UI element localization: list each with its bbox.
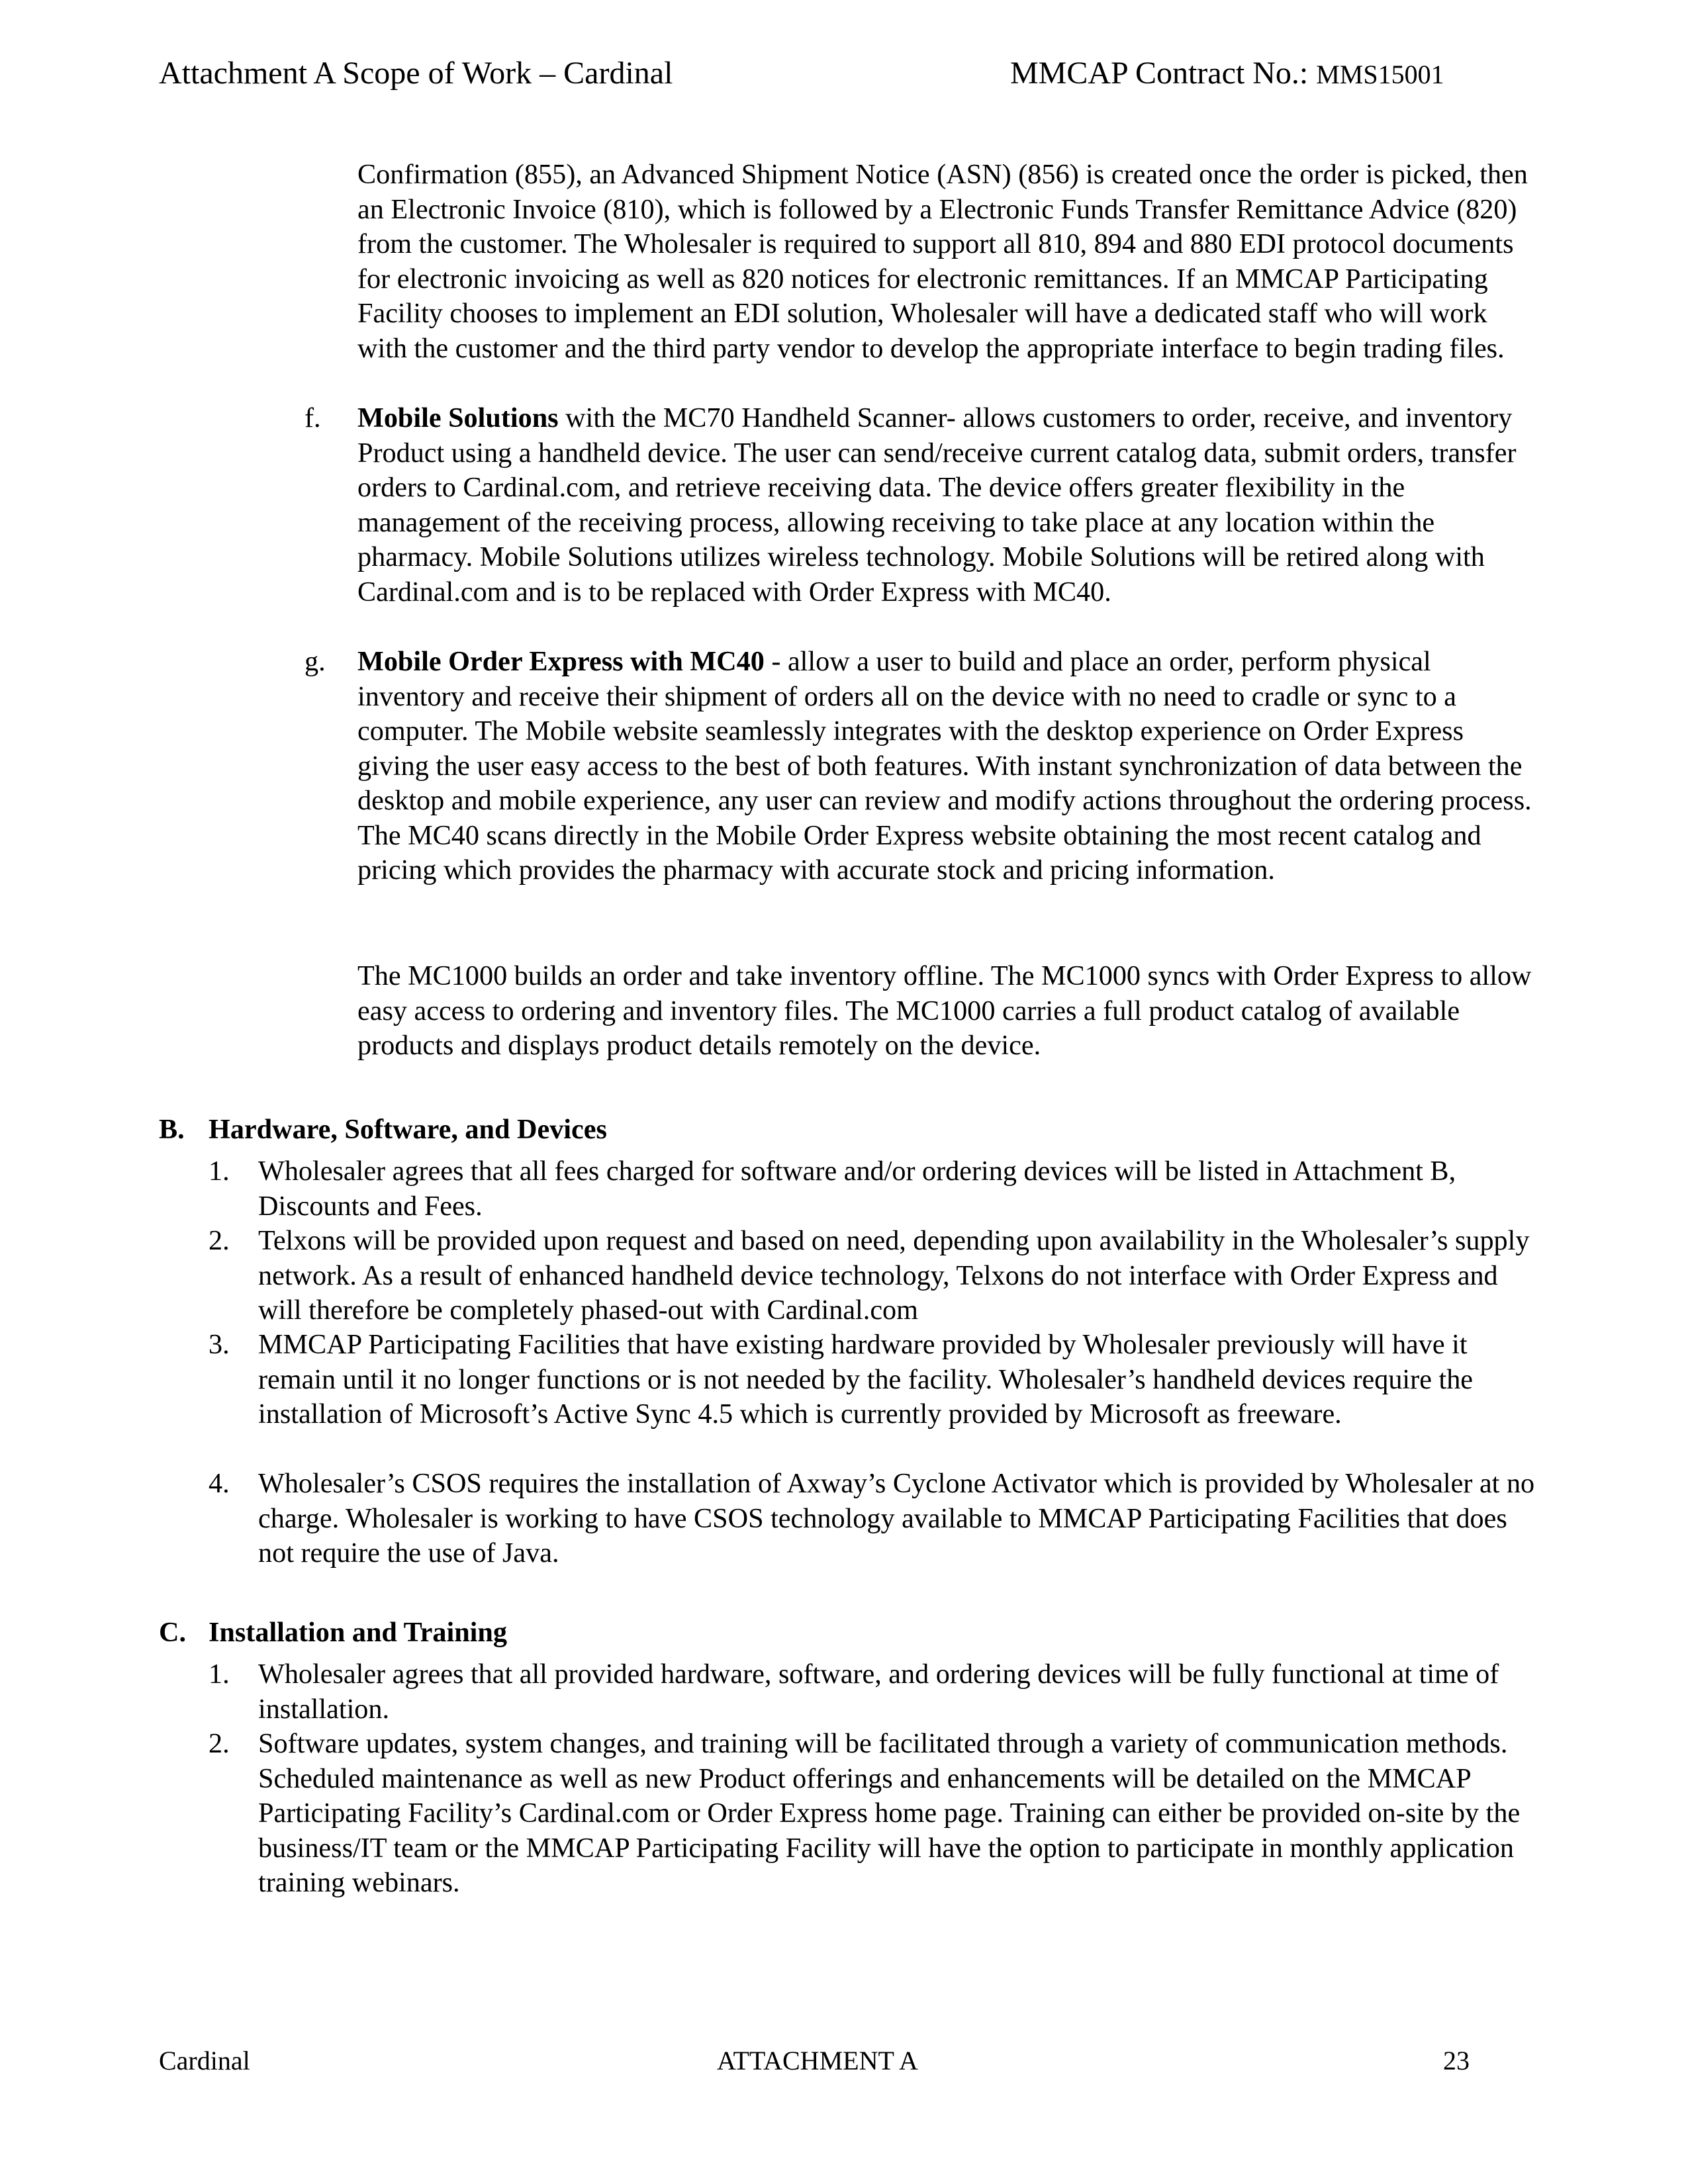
header-title: Attachment A Scope of Work – Cardinal: [159, 56, 673, 91]
item-text: with the MC70 Handheld Scanner- allows customers to order, receive, and inventory Product using a handheld device. The user can send/receive current catalog data, submit orders, transfer orders to Cardinal.com, and retrieve receiving data. The device offers greater flexibility in the management of the receiving process, allowing receiving to take place at any location within the pharmacy. Mobile Solutions utilizes wireless technology. Mobile Solutions will be retired along with Cardinal.com and is to be replaced with Order Express with MC40.: [357, 402, 1517, 608]
item-title: Mobile Order Express with MC40: [357, 646, 765, 677]
item-number: 1.: [209, 1659, 230, 1690]
section-heading-installation: [159, 1615, 507, 1651]
item-text: MMCAP Participating Facilities that have existing hardware provided by Wholesaler previously will have it remain until it no longer functions or is not needed by the facility. Wholesaler’s handheld devices require the installation of Microsoft’s Active Sync 4.5 which is currently provided by Microsoft as freeware.: [258, 1329, 1474, 1430]
list-item: [209, 1154, 1536, 1224]
mc1000-paragraph: The MC1000 builds an order and take inventory offline. The MC1000 syncs with Order Express to allow easy access to ordering and inventory files. The MC1000 carries a full product catalog of available products and displays product details remotely on the device.: [357, 960, 1532, 1061]
list-item: [209, 1328, 1536, 1432]
section-letter: C.: [159, 1617, 187, 1648]
edi-continuation-paragraph: Confirmation (855), an Advanced Shipment Notice (ASN) (856) is created once the order is picked, then an Electronic Invoice (810), which is followed by a Electronic Funds Transfer Remittance Advice (820) from the customer. The Wholesaler is required to support all 810, 894 and 880 EDI protocol documents for electronic invoicing as well as 820 notices for electronic remittances. If an MMCAP Participating Facility chooses to implement an EDI solution, Wholesaler will have a dedicated staff who will work with the customer and the third party vendor to develop the appropriate interface to begin trading files.: [357, 159, 1528, 364]
contract-number: MMS15001: [1316, 60, 1444, 89]
section-title: Installation and Training: [209, 1617, 507, 1648]
item-text: Software updates, system changes, and training will be facilitated through a variety of communication methods. Scheduled maintenance as well as new Product offerings and enhancements will be detailed on the MMCAP Participating Facility’s Cardinal.com or Order Express home page. Training can either be provided on-site by the business/IT team or the MMCAP Participating Facility will have the option to participate in monthly application training webinars.: [258, 1728, 1521, 1898]
item-text: Wholesaler agrees that all fees charged for software and/or ordering devices will be listed in Attachment B, Discounts and Fees.: [258, 1156, 1456, 1222]
list-item: [209, 1727, 1536, 1901]
item-number: 4.: [209, 1468, 230, 1499]
item-text: Telxons will be provided upon request and based on need, depending upon availability in the Wholesaler’s supply network. As a result of enhanced handheld device technology, Telxons do not interface with Order Express and will therefore be completely phased-out with Cardinal.com: [258, 1225, 1530, 1326]
list-item: [209, 1224, 1536, 1328]
list-marker: g.: [305, 646, 326, 677]
list-item-mobile-order-express: [305, 645, 1536, 888]
list-item: [209, 1467, 1536, 1571]
item-number: 3.: [209, 1329, 230, 1360]
list-marker: f.: [305, 402, 321, 433]
item-number: 2.: [209, 1225, 230, 1256]
item-number: 1.: [209, 1156, 230, 1187]
item-number: 2.: [209, 1728, 230, 1759]
contract-label: MMCAP Contract No.:: [1010, 56, 1309, 91]
footer-company: Cardinal: [159, 2046, 250, 2075]
footer-attachment: ATTACHMENT A: [717, 2046, 918, 2075]
item-text: Wholesaler’s CSOS requires the installation of Axway’s Cyclone Activator which is provided by Wholesaler at no charge. Wholesaler is working to have CSOS technology available to MMCAP Participating Facilities that does not require the use of Java.: [258, 1468, 1535, 1569]
section-letter: B.: [159, 1114, 185, 1145]
list-item: [209, 1657, 1536, 1727]
item-text: - allow a user to build and place an order, perform physical inventory and receive their shipment of orders all on the device with no need to cradle or sync to a computer. The Mobile website seamlessly integrates with the desktop experience on Order Express giving the user easy access to the best of both features. With instant synchronization of data between the desktop and mobile experience, any user can review and modify actions throughout the ordering process. The MC40 scans directly in the Mobile Order Express website obtaining the most recent catalog and pricing which provides the pharmacy with accurate stock and pricing information.: [357, 646, 1532, 886]
list-item-mobile-solutions: [305, 401, 1536, 610]
item-title: Mobile Solutions: [357, 402, 559, 433]
section-title: Hardware, Software, and Devices: [209, 1114, 607, 1145]
section-heading-hardware: [159, 1113, 607, 1148]
header-contract: [1010, 54, 1444, 93]
page-number: 23: [1443, 2046, 1470, 2075]
item-text: Wholesaler agrees that all provided hardware, software, and ordering devices will be fully functional at time of installation.: [258, 1659, 1499, 1725]
